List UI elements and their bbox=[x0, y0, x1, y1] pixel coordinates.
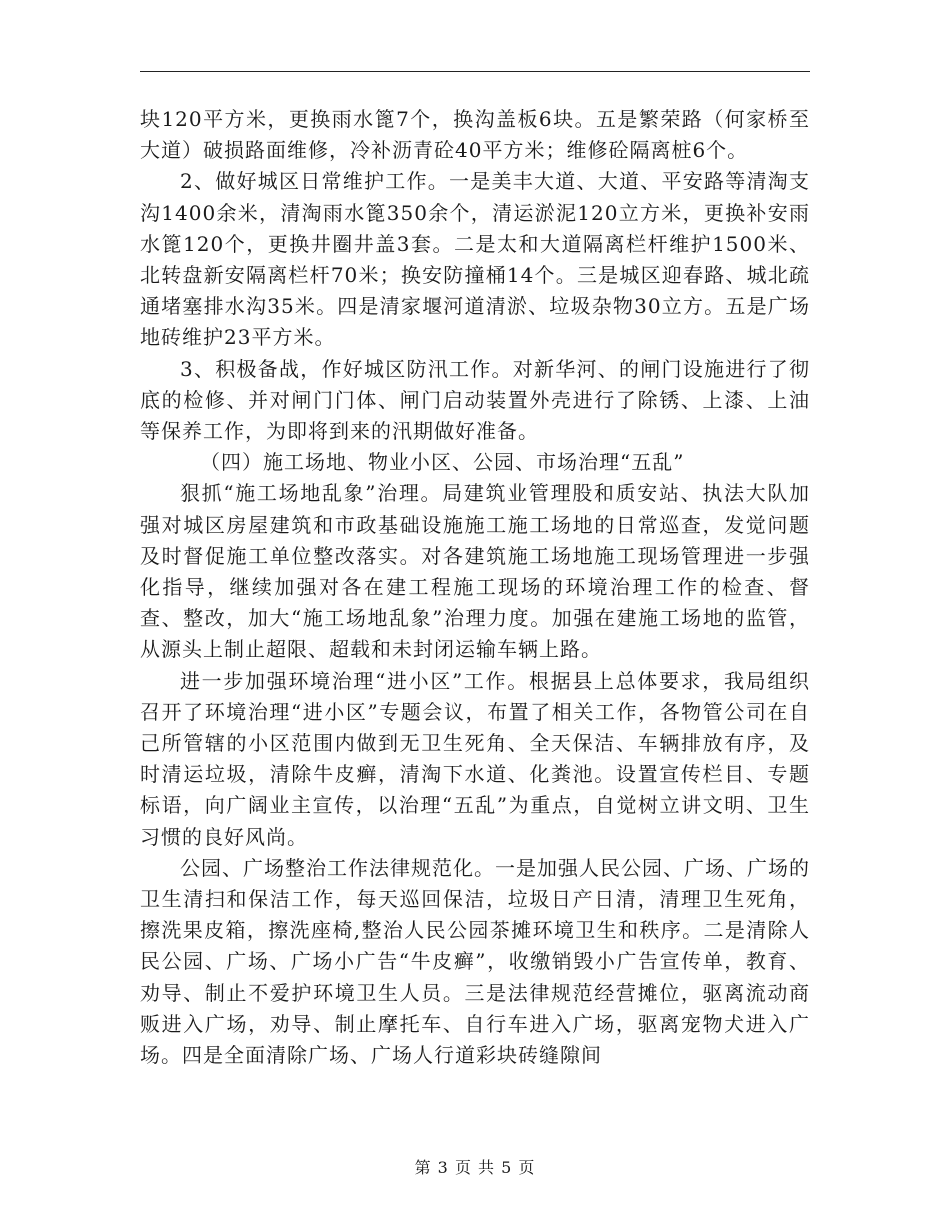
paragraph: 进一步加强环境治理“进小区”工作。根据县上总体要求，我局组织召开了环境治理“进小区”专题会议，布置了相关工作，各物管公司在自己所管辖的小区范围内做到无卫生死角、全天保洁、车辆排放有序，及时清运垃圾，清除牛皮癣，清淘下水道、化粪池。设置宣传栏目、专题标语，向广阔业主宣传，以治理“五乱”为重点，自觉树立讲文明、卫生习惯的良好风尚。 bbox=[140, 668, 810, 849]
paragraph: 2、做好城区日常维护工作。一是美丰大道、大道、平安路等清淘支沟1400余米，清淘雨水篦350余个，清运淤泥120立方米，更换补安雨水篦120个，更换井圈井盖3套。二是太和大道隔离栏杆维护1500米、北转盘新安隔离栏杆70米；换安防撞桶14个。三是城区迎春路、城北疏通堵塞排水沟35米。四是清家堰河道清淤、垃圾杂物30立方。五是广场地砖维护23平方米。 bbox=[140, 169, 810, 350]
header-rule bbox=[140, 71, 810, 72]
document-body bbox=[140, 104, 810, 1071]
page-number-footer: 第 3 页 共 5 页 bbox=[414, 1158, 536, 1177]
paragraph: 公园、广场整治工作法律规范化。一是加强人民公园、广场、广场的卫生清扫和保洁工作，每天巡回保洁，垃圾日产日清，清理卫生死角，擦洗果皮箱，擦洗座椅,整治人民公园茶摊环境卫生和秩序。二是清除人民公园、广场、广场小广告“牛皮癣”，收缴销毁小广告宣传单，教育、劝导、制止不爱护环境卫生人员。三是法律规范经营摊位，驱离流动商贩进入广场，劝导、制止摩托车、自行车进入广场，驱离宠物犬进入广场。四是全面清除广场、广场人行道彩块砖缝隙间 bbox=[140, 855, 810, 1068]
section-heading: （四）施工场地、物业小区、公园、市场治理“五乱” bbox=[200, 450, 685, 475]
paragraph: 3、积极备战，作好城区防汛工作。对新华河、的闸门设施进行了彻底的检修、并对闸门门体、闸门启动装置外壳进行了除锈、上漆、上油等保养工作，为即将到来的汛期做好准备。 bbox=[140, 356, 810, 444]
paragraph: 狠抓“施工场地乱象”治理。局建筑业管理股和质安站、执法大队加强对城区房屋建筑和市政基础设施施工施工场地的日常巡查，发觉问题及时督促施工单位整改落实。对各建筑施工场地施工现场管理进一步强化指导，继续加强对各在建工程施工现场的环境治理工作的检查、督查、整改，加大“施工场地乱象”治理力度。加强在建施工场地的监管，从源头上制止超限、超载和未封闭运输车辆上路。 bbox=[140, 481, 810, 662]
paragraph: 块120平方米，更换雨水篦7个，换沟盖板6块。五是繁荣路（何家桥至大道）破损路面维修，冷补沥青砼40平方米；维修砼隔离桩6个。 bbox=[140, 107, 810, 163]
